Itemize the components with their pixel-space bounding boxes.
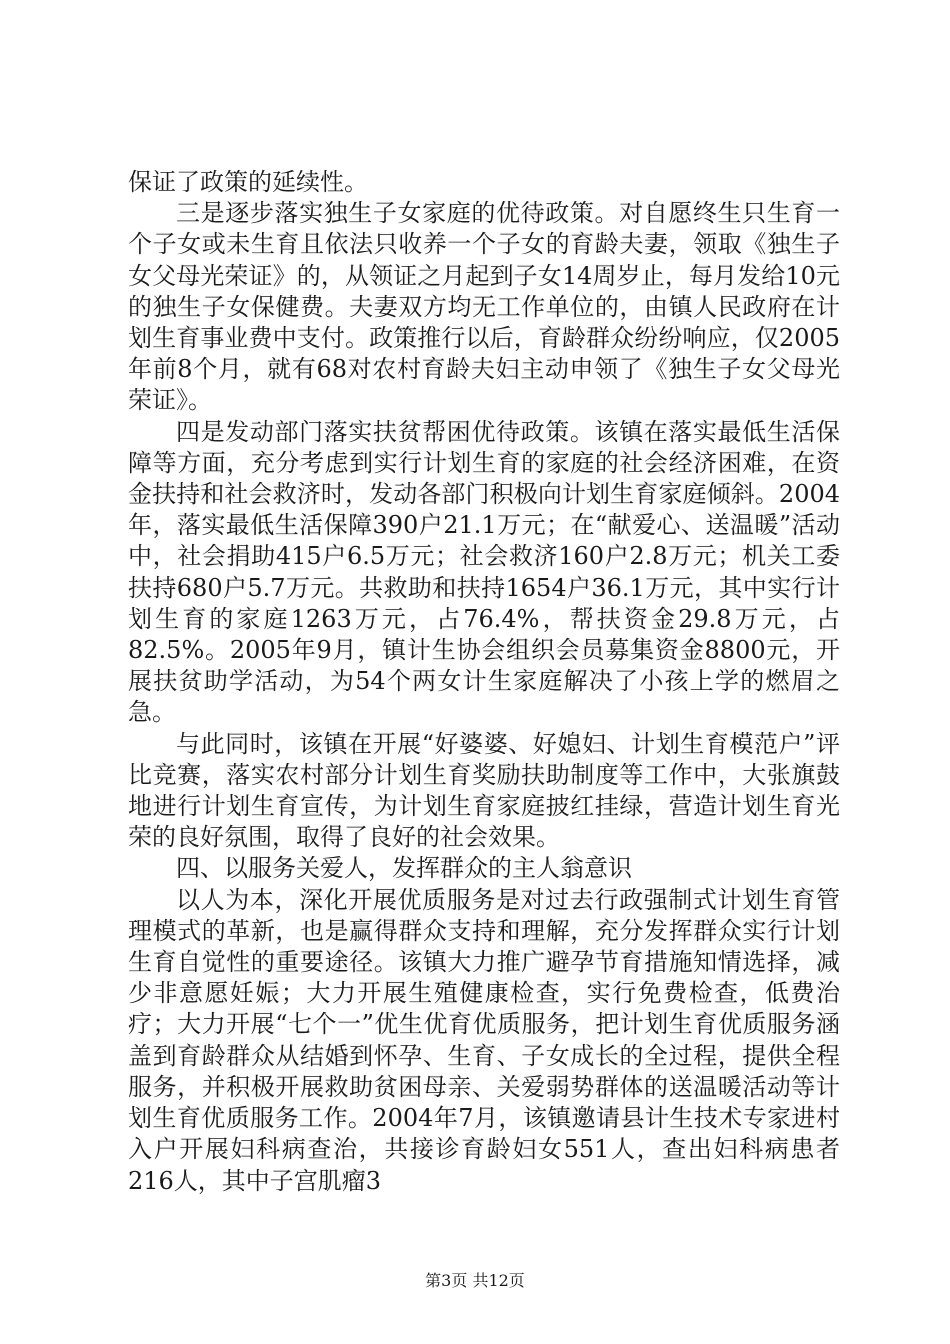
page-footer: 第3页 共12页 (425, 1271, 525, 1290)
section-heading: 四、以服务关爱人，发挥群众的主人翁意识 (176, 854, 632, 883)
paragraph-2: 三是逐步落实独生子女家庭的优待政策。对自愿终生只生育一个子女或未生育且依法只收养一个子女的育龄夫妻，领取《独生子女父母光荣证》的，从领证之月起到子女14周岁止，每月发给10元的独生子女保健费。夫妻双方均无工作单位的，由镇人民政府在计划生育事业费中支付。政策推行以后，育龄群众纷纷响应，仅2005年前8个月，就有68对农村育龄夫妇主动申领了《独生子女父母光荣证》。 (128, 199, 840, 415)
paragraph-1: 保证了政策的延续性。 (128, 168, 368, 196)
paragraph-4: 与此同时，该镇在开展“好婆婆、好媳妇、计划生育模范户”评比竞赛，落实农村部分计划生育奖励扶助制度等工作中，大张旗鼓地进行计划生育宣传，为计划生育家庭披红挂绿，营造计划生育光荣的良好氛围，取得了良好的社会效果。 (128, 729, 840, 852)
paragraph-5: 以人为本，深化开展优质服务是对过去行政强制式计划生育管理模式的革新，也是赢得群众支持和理解，充分发挥群众实行计划生育自觉性的重要途径。该镇大力推广避孕节育措施知情选择，减少非意愿妊娠；大力开展生殖健康检查，实行免费检查，低费治疗；大力开展“七个一”优生优育优质服务，把计划生育优质服务涵盖到育龄群众从结婚到怀孕、生育、子女成长的全过程，提供全程服务，并积极开展救助贫困母亲、关爱弱势群体的送温暖活动等计划生育优质服务工作。2004年7月，该镇邀请县计生技术专家进村入户开展妇科病查治，共接诊育龄妇女551人，查出妇科病患者216人，其中子宫肌瘤3 (128, 885, 840, 1195)
document-body (128, 167, 840, 1197)
paragraph-3: 四是发动部门落实扶贫帮困优待政策。该镇在落实最低生活保障等方面，充分考虑到实行计划生育的家庭的社会经济困难，在资金扶持和社会救济时，发动各部门积极向计划生育家庭倾斜。2004年，落实最低生活保障390户21.1万元；在“献爱心、送温暖”活动中，社会捐助415户6.5万元；社会救济160户2.8万元；机关工委扶持680户5.7万元。共救助和扶持1654户36.1万元，其中实行计划生育的家庭1263万元，占76.4%，帮扶资金29.8万元，占82.5%。2005年9月，镇计生协会组织会员募集资金8800元，开展扶贫助学活动，为54个两女计生家庭解决了小孩上学的燃眉之急。 (128, 417, 840, 727)
